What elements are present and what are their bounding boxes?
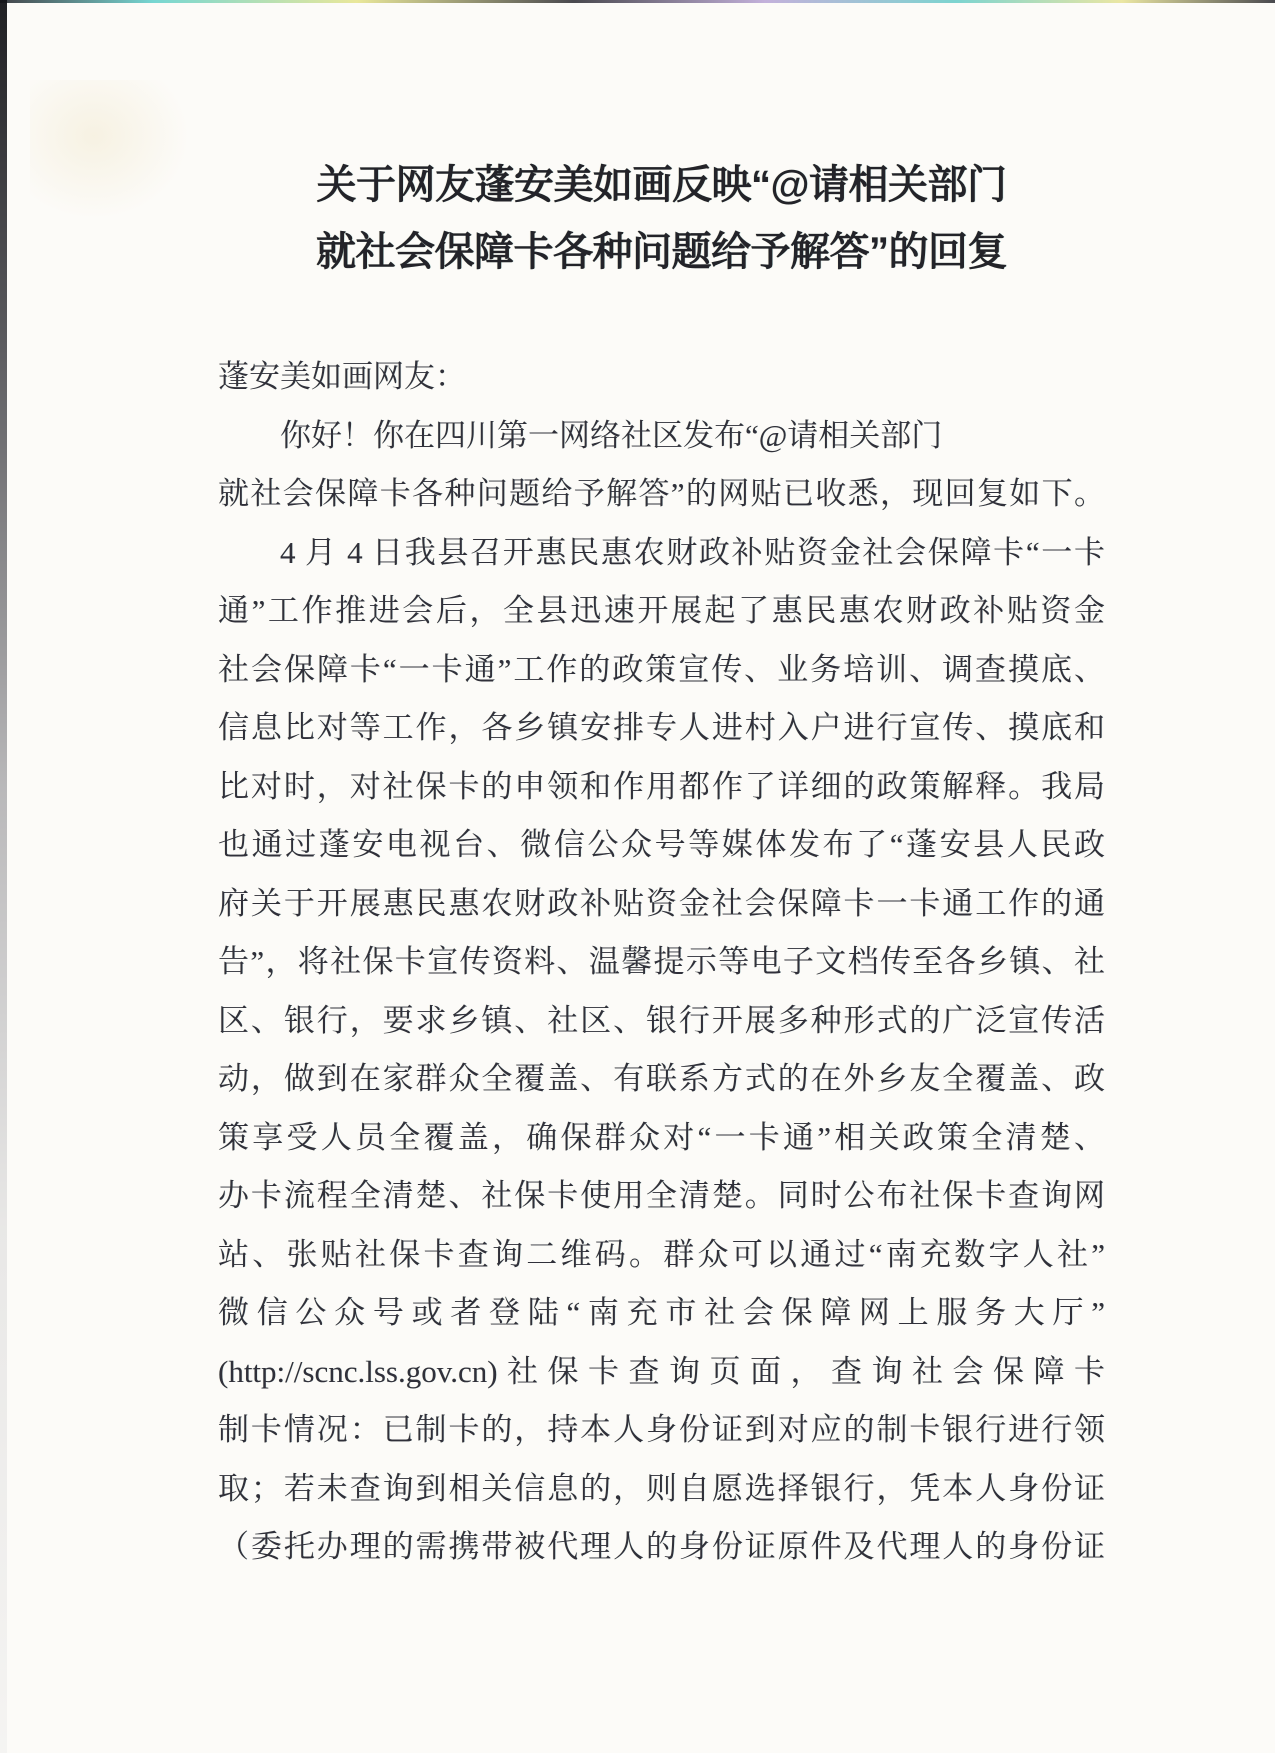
scan-edge-top-artifact (0, 0, 1275, 3)
body-line: 你好！你在四川第一网络社区发布“@请相关部门 (280, 417, 943, 453)
body-line: 4 月 4 日我县召开惠民惠农财政补贴资金社会保障卡“一卡 (280, 534, 1105, 570)
body-line: 办卡流程全清楚、社保卡使用全清楚。同时公布社保卡查询网 (218, 1178, 1105, 1213)
letter-body (218, 348, 1105, 1577)
body-line: 也通过蓬安电视台、微信公众号等媒体发布了“蓬安县人民政 (218, 827, 1105, 862)
body-line: 取；若未查询到相关信息的，则自愿选择银行，凭本人身份证 (218, 1470, 1105, 1506)
body-line: (http://scnc.lss.gov.cn)社保卡查询页面，查询社会保障卡 (218, 1353, 1105, 1389)
body-line: 比对时，对社保卡的申领和作用都作了详细的政策解释。我局 (218, 768, 1105, 804)
body-line: 社会保障卡“一卡通”工作的政策宣传、业务培训、调查摸底、 (218, 651, 1105, 687)
body-line: 制卡情况：已制卡的，持本人身份证到对应的制卡银行进行领 (218, 1412, 1105, 1447)
scan-edge-left-artifact (0, 0, 7, 1753)
body-line: 信息比对等工作，各乡镇安排专人进村入户进行宣传、摸底和 (218, 710, 1105, 745)
body-line: 就社会保障卡各种问题给予解答”的网贴已收悉，现回复如下。 (218, 476, 1105, 511)
body-line: 策享受人员全覆盖，确保群众对“一卡通”相关政策全清楚、 (218, 1119, 1105, 1155)
document-title (218, 152, 1105, 286)
document-title-line-2: 就社会保障卡各种问题给予解答”的回复 (316, 230, 1007, 274)
body-line: 府关于开展惠民惠农财政补贴资金社会保障卡一卡通工作的通 (218, 885, 1105, 921)
body-line: 通”工作推进会后，全县迅速开展起了惠民惠农财政补贴资金 (218, 593, 1105, 628)
body-line: 告”，将社保卡宣传资料、温馨提示等电子文档传至各乡镇、社 (218, 944, 1105, 979)
salutation-line: 蓬安美如画网友： (218, 359, 466, 394)
body-line: 站、张贴社保卡查询二维码。群众可以通过“南充数字人社” (218, 1236, 1105, 1272)
body-line: 微信公众号或者登陆“南充市社会保障网上服务大厅” (218, 1295, 1105, 1330)
body-line: 区、银行，要求乡镇、社区、银行开展多种形式的广泛宣传活 (218, 1002, 1105, 1038)
document-title-line-1: 关于网友蓬安美如画反映“@请相关部门 (316, 163, 1007, 207)
scan-smudge-artifact (30, 80, 190, 220)
body-line: 动，做到在家群众全覆盖、有联系方式的在外乡友全覆盖、政 (218, 1061, 1105, 1096)
body-line: （委托办理的需携带被代理人的身份证原件及代理人的身份证 (218, 1529, 1105, 1564)
